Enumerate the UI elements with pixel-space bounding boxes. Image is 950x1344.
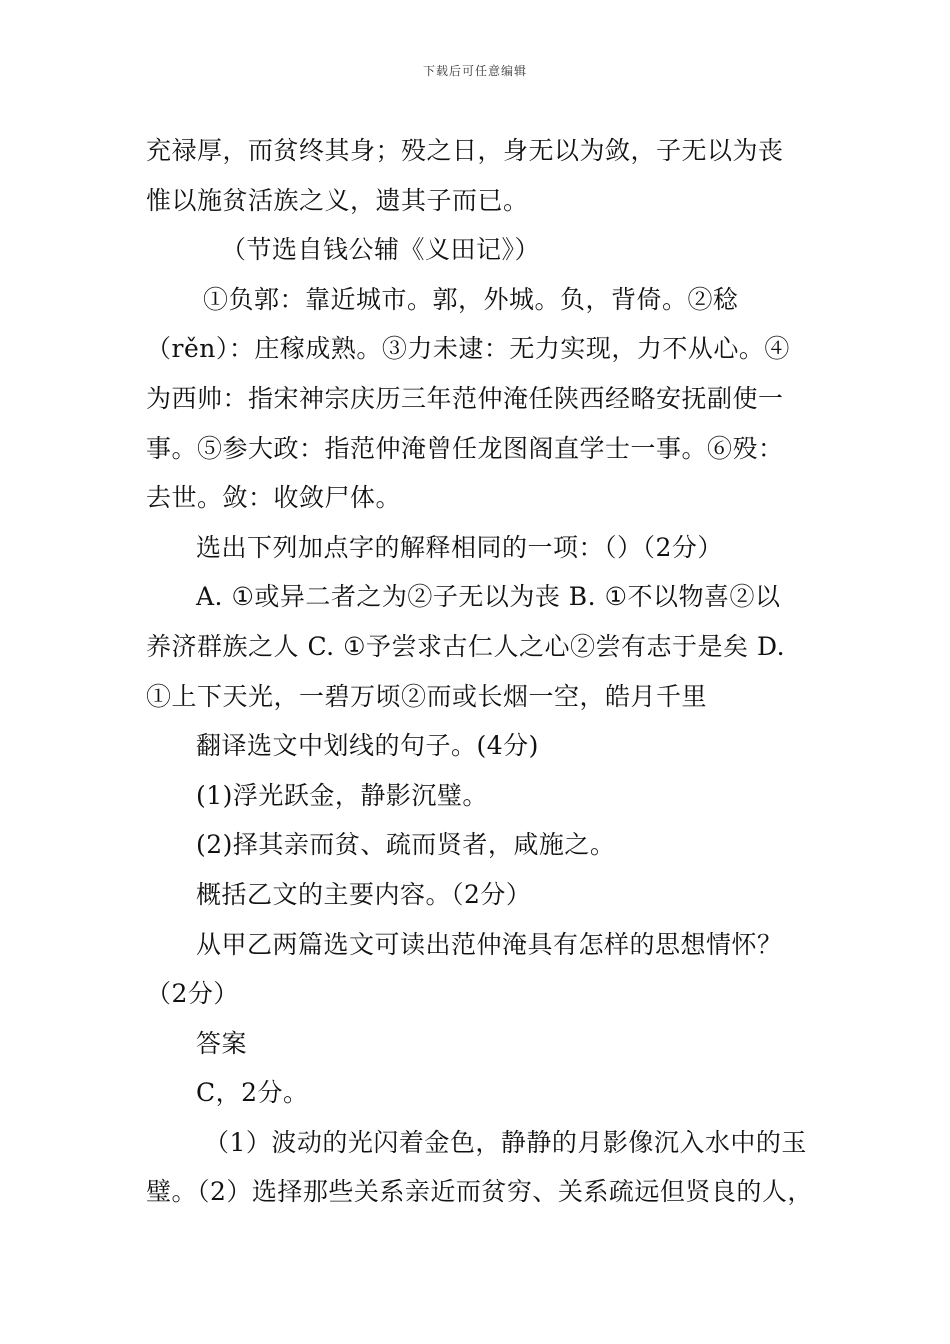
question-4: （2分） [146,979,239,1009]
question-4: 从甲乙两篇选文可读出范仲淹具有怎样的思想情怀？ [196,929,783,959]
question-2: 翻译选文中划线的句子。(4分) [196,731,539,761]
question-1-options: ①上下天光，一碧万顷②而或长烟一空，皓月千里 [146,681,708,711]
question-2-item: (2)择其亲而贫、疏而贤者，咸施之。 [196,830,616,860]
question-2-item: (1)浮光跃金，静影沉璧。 [196,780,488,810]
text-line: 充禄厚，而贫终其身；殁之日，身无以为敛，子无以为丧 [146,136,784,165]
answer-line: 璧。（2）选择那些关系亲近而贫穷、关系疏远但贤良的人， [146,1177,813,1207]
annotation-line: 为西帅：指宋神宗庆历三年范仲淹任陕西经略安抚副使一 [146,383,784,413]
document-body [146,126,814,1217]
question-1: 选出下列加点字的解释相同的一项：（）（2分） [196,532,723,562]
annotation-line: 事。⑤参大政：指范仲淹曾任龙图阁直学士一事。⑥殁： [146,433,784,463]
question-1-options: 养济群族之人 C. ①予尝求古仁人之心②尝有志于是矣 D. [146,631,786,661]
annotation-line: 去世。敛：收敛尸体。 [146,483,402,513]
answer-heading: 答案 [196,1028,248,1058]
text-line: 惟以施贫活族之义，遗其子而已。 [146,185,529,215]
question-1-options: A. ①或异二者之为②子无以为丧 B. ①不以物喜②以 [196,582,781,612]
answer-line: （1）波动的光闪着金色，静静的月影像沉入水中的玉 [204,1127,807,1157]
annotation-line: ①负郭：靠近城市。郭，外城。负，背倚。②稔 [203,284,739,314]
answer-line: C，2分。 [196,1078,309,1108]
page-header-note: 下载后可任意编辑 [422,64,527,78]
question-3: 概括乙文的主要内容。（2分） [196,879,532,909]
annotation-line: （rěn）：庄稼成熟。③力未逮：无力实现，力不从心。④ [146,334,790,364]
source-citation: （节选自钱公辅《义田记》） [221,235,541,265]
